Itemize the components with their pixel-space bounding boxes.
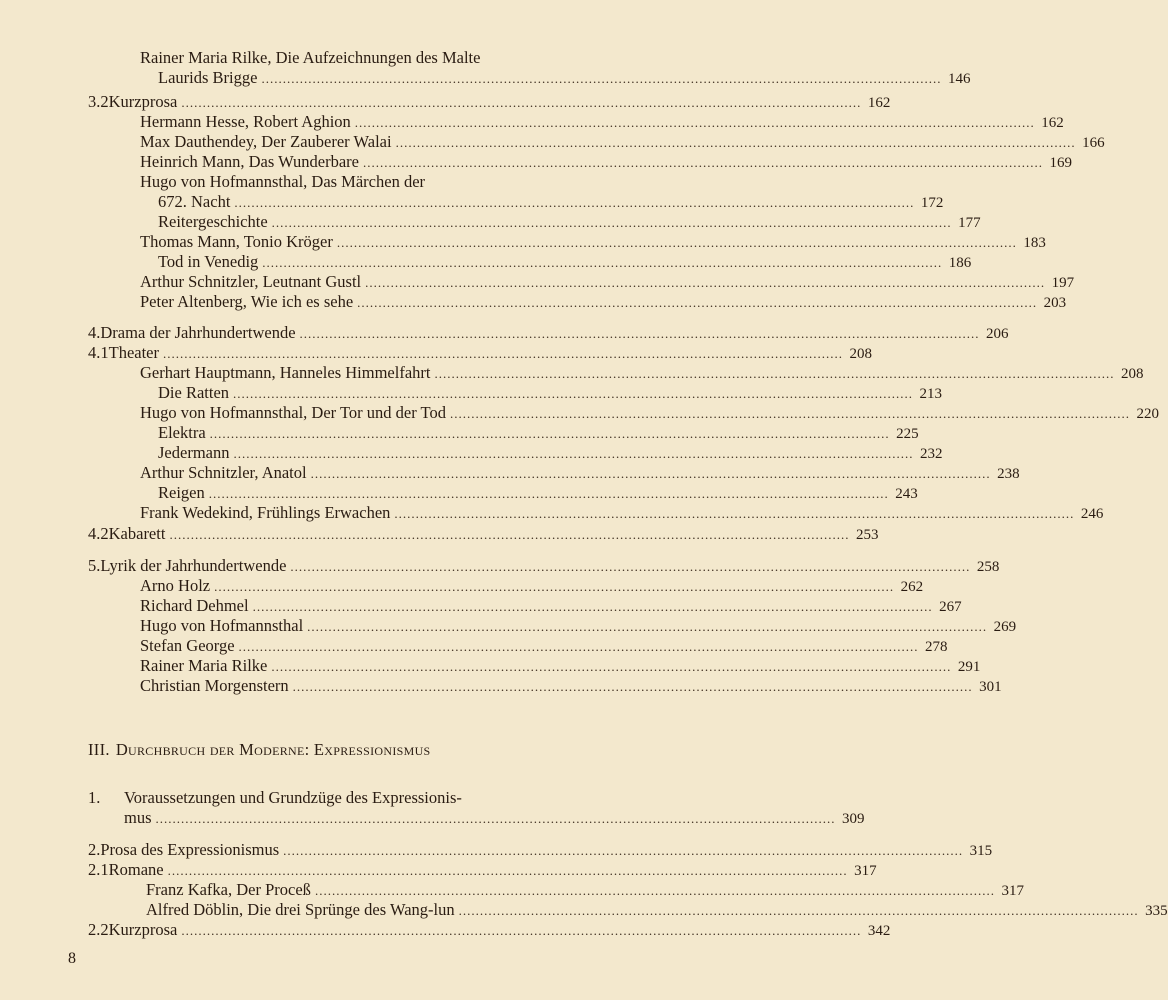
toc-entry-number: 1. <box>88 788 101 807</box>
dot-leader: ................................................................................................................................................................ <box>310 466 991 481</box>
toc-entry <box>146 880 1024 901</box>
toc-entry <box>140 576 924 597</box>
toc-entry <box>140 152 1072 173</box>
dot-leader: ................................................................................................................................................................ <box>354 115 1035 130</box>
toc-entry-title: mus <box>124 808 152 827</box>
toc-entry <box>140 272 1075 293</box>
dot-leader: ................................................................................................................................................................ <box>261 71 942 86</box>
toc-page-number: 197 <box>1051 275 1075 291</box>
dot-leader: ................................................................................................................................................................ <box>233 446 914 461</box>
toc-page-number: 172 <box>920 195 944 211</box>
toc-page-number: 225 <box>896 426 919 442</box>
toc-page-number: 220 <box>1136 406 1159 422</box>
dot-leader: ................................................................................................................................................................ <box>365 275 1046 290</box>
toc-page-number: 213 <box>919 386 943 402</box>
toc-entry-title: Thomas Mann, Tonio Kröger <box>140 232 333 251</box>
toc-entry-title: 672. Nacht <box>158 192 231 211</box>
toc-page-number: 309 <box>842 811 865 827</box>
toc-page-number: 315 <box>969 843 993 859</box>
toc-entry <box>140 636 948 657</box>
toc-entry-number: 4.2 <box>88 524 109 543</box>
toc-entry <box>140 232 1046 253</box>
dot-leader: ................................................................................................................................................................ <box>163 346 844 361</box>
toc-entry-title: Hugo von Hofmannsthal <box>140 616 304 635</box>
toc-page-number: 183 <box>1023 235 1046 251</box>
dot-leader: ................................................................................................................................................................ <box>290 559 971 574</box>
toc-page-number: 208 <box>849 346 873 362</box>
toc-entry <box>140 132 1105 153</box>
toc-page-number: 162 <box>1041 115 1064 131</box>
toc-entry-title: Arthur Schnitzler, Leutnant Gustl <box>140 272 362 291</box>
toc-entry <box>88 840 993 861</box>
toc-entry-title: Laurids Brigge <box>158 68 258 87</box>
toc-page-number: 317 <box>1001 883 1024 899</box>
toc-entry-number: 2.2 <box>88 920 109 939</box>
dot-leader: ................................................................................................................................................................ <box>155 811 836 826</box>
toc-entry <box>88 556 1000 577</box>
toc-entry-title: Hugo von Hofmannsthal, Das Märchen der <box>140 172 426 191</box>
toc-page-number: 317 <box>854 863 877 879</box>
toc-entry <box>140 292 1067 313</box>
toc-entry <box>88 92 891 113</box>
toc-entry-title: Hugo von Hofmannsthal, Der Tor und der Tod <box>140 403 446 422</box>
toc-entry <box>158 68 971 89</box>
toc-entry <box>88 788 588 808</box>
toc-page-number: 243 <box>895 486 918 502</box>
toc-entry <box>140 172 588 192</box>
toc-page-number: 342 <box>867 923 891 939</box>
toc-entry-title: Rainer Maria Rilke <box>140 656 268 675</box>
dot-leader: ................................................................................................................................................................ <box>357 295 1038 310</box>
toc-entry <box>140 48 588 68</box>
toc-entry <box>88 323 1009 344</box>
toc-entry-title: Peter Altenberg, Wie ich es sehe <box>140 292 354 311</box>
toc-entry <box>158 443 943 464</box>
toc-page-number: 146 <box>947 71 971 87</box>
toc-entry-title: Theater <box>108 343 160 362</box>
toc-page-number: 278 <box>925 639 948 655</box>
toc-entry <box>158 383 943 404</box>
toc-entry-title: Alfred Döblin, Die drei Sprünge des Wang-lun <box>146 900 455 919</box>
toc-entry <box>88 860 877 881</box>
toc-entry <box>140 463 1020 484</box>
toc-entry <box>140 503 1104 524</box>
toc-entry-title: Drama der Jahrhundertwende <box>100 323 296 342</box>
toc-entry-title: Heinrich Mann, Das Wunderbare <box>140 152 359 171</box>
toc-page-number: 253 <box>855 527 879 543</box>
toc-page-number: 269 <box>993 619 1017 635</box>
dot-leader: ................................................................................................................................................................ <box>271 659 952 674</box>
dot-leader: ................................................................................................................................................................ <box>307 619 988 634</box>
toc-entry <box>140 676 1002 697</box>
toc-entry <box>88 920 891 941</box>
section-title: Durchbruch der Moderne: Expressionismus <box>115 740 431 759</box>
dot-leader: ................................................................................................................................................................ <box>314 883 995 898</box>
toc-page-number: 238 <box>997 466 1020 482</box>
dot-leader: ................................................................................................................................................................ <box>449 406 1130 421</box>
page-number: 8 <box>68 950 76 967</box>
dot-leader: ................................................................................................................................................................ <box>292 679 973 694</box>
dot-leader: ................................................................................................................................................................ <box>394 506 1075 521</box>
toc-entry-title: Lyrik der Jahrhundertwende <box>100 556 287 575</box>
toc-page-number: 246 <box>1080 506 1104 522</box>
toc-entry <box>140 596 962 617</box>
toc-entry <box>158 212 981 233</box>
toc-entry-number: 2.1 <box>88 860 109 879</box>
toc-entry <box>158 252 972 273</box>
toc-entry-title: Max Dauthendey, Der Zauberer Walai <box>140 132 392 151</box>
toc-entry <box>140 363 1144 384</box>
dot-leader: ................................................................................................................................................................ <box>209 426 890 441</box>
dot-leader: ................................................................................................................................................................ <box>271 215 952 230</box>
toc-page-number: 258 <box>976 559 1000 575</box>
toc-entry <box>146 900 1168 921</box>
dot-leader: ................................................................................................................................................................ <box>181 923 862 938</box>
toc-entry <box>140 616 1017 637</box>
toc-entry <box>140 112 1064 133</box>
toc-entry <box>158 483 918 504</box>
toc-entry-title: Die Ratten <box>158 383 230 402</box>
dot-leader: ................................................................................................................................................................ <box>262 255 943 270</box>
toc-entry-title: Kabarett <box>108 524 166 543</box>
toc-entry-title: Rainer Maria Rilke, Die Aufzeichnungen des Malte <box>140 48 481 67</box>
toc-entry-title: Arthur Schnitzler, Anatol <box>140 463 307 482</box>
dot-leader: ................................................................................................................................................................ <box>336 235 1017 250</box>
toc-page-number: 169 <box>1049 155 1072 171</box>
dot-leader: ................................................................................................................................................................ <box>434 366 1115 381</box>
toc-entry-title: Kurzprosa <box>108 92 178 111</box>
dot-leader: ................................................................................................................................................................ <box>362 155 1043 170</box>
dot-leader: ................................................................................................................................................................ <box>169 527 850 542</box>
dot-leader: ................................................................................................................................................................ <box>233 386 914 401</box>
section-roman-numeral: III. <box>88 740 110 759</box>
toc-entry-title: Kurzprosa <box>108 920 178 939</box>
toc-entry-title: Stefan George <box>140 636 235 655</box>
toc-page-number: 301 <box>979 679 1002 695</box>
toc-page-number: 177 <box>958 215 981 231</box>
toc-entry <box>158 192 944 213</box>
toc-entry-title: Franz Kafka, Der Proceß <box>146 880 311 899</box>
toc-entry-title: Hermann Hesse, Robert Aghion <box>140 112 351 131</box>
dot-leader: ................................................................................................................................................................ <box>283 843 964 858</box>
toc-entry-title: Reigen <box>158 483 205 502</box>
toc-page-number: 186 <box>948 255 972 271</box>
toc-page-number: 262 <box>900 579 924 595</box>
dot-leader: ................................................................................................................................................................ <box>458 903 1139 918</box>
toc-entry-title: Richard Dehmel <box>140 596 249 615</box>
dot-leader: ................................................................................................................................................................ <box>234 195 915 210</box>
toc-entry-title: Voraussetzungen und Grundzüge des Expressionis- <box>124 788 462 807</box>
toc-page-number: 206 <box>986 326 1009 342</box>
dot-leader: ................................................................................................................................................................ <box>167 863 848 878</box>
toc-entry-number: 2. <box>88 840 101 859</box>
toc-entry-number: 4.1 <box>88 343 109 362</box>
dot-leader: ................................................................................................................................................................ <box>252 599 933 614</box>
toc-entry-title: Prosa des Expressionismus <box>100 840 280 859</box>
toc-entry-title: Frank Wedekind, Frühlings Erwachen <box>140 503 391 522</box>
toc-page-number: 166 <box>1082 135 1105 151</box>
section-heading <box>88 740 431 760</box>
toc-page-number: 162 <box>867 95 891 111</box>
toc-page-number: 208 <box>1120 366 1144 382</box>
toc-entry <box>140 403 1159 424</box>
dot-leader: ................................................................................................................................................................ <box>395 135 1076 150</box>
toc-entry <box>158 423 919 444</box>
toc-entry <box>88 343 873 364</box>
toc-entry <box>140 656 981 677</box>
toc-entry-number: 3.2 <box>88 92 109 111</box>
toc-entry-number: 4. <box>88 323 101 342</box>
toc-page-number: 203 <box>1043 295 1067 311</box>
toc-page-number: 267 <box>939 599 962 615</box>
dot-leader: ................................................................................................................................................................ <box>181 95 862 110</box>
toc-entry-title: Arno Holz <box>140 576 211 595</box>
toc-entry-number: 5. <box>88 556 101 575</box>
dot-leader: ................................................................................................................................................................ <box>214 579 895 594</box>
toc-entry <box>124 808 865 829</box>
toc-entry-title: Christian Morgenstern <box>140 676 289 695</box>
toc-entry-title: Gerhart Hauptmann, Hanneles Himmelfahrt <box>140 363 431 382</box>
dot-leader: ................................................................................................................................................................ <box>208 486 889 501</box>
toc-entry-title: Elektra <box>158 423 206 442</box>
toc-entry-title: Romane <box>108 860 164 879</box>
toc-page-number: 335 <box>1145 903 1168 919</box>
toc-entry-title: Tod in Venedig <box>158 252 259 271</box>
toc-entry-title: Reitergeschichte <box>158 212 268 231</box>
dot-leader: ................................................................................................................................................................ <box>299 326 980 341</box>
dot-leader: ................................................................................................................................................................ <box>238 639 919 654</box>
toc-page-number: 291 <box>957 659 981 675</box>
toc-entry-title: Jedermann <box>158 443 230 462</box>
toc-entry <box>88 524 879 545</box>
toc-page-number: 232 <box>919 446 943 462</box>
